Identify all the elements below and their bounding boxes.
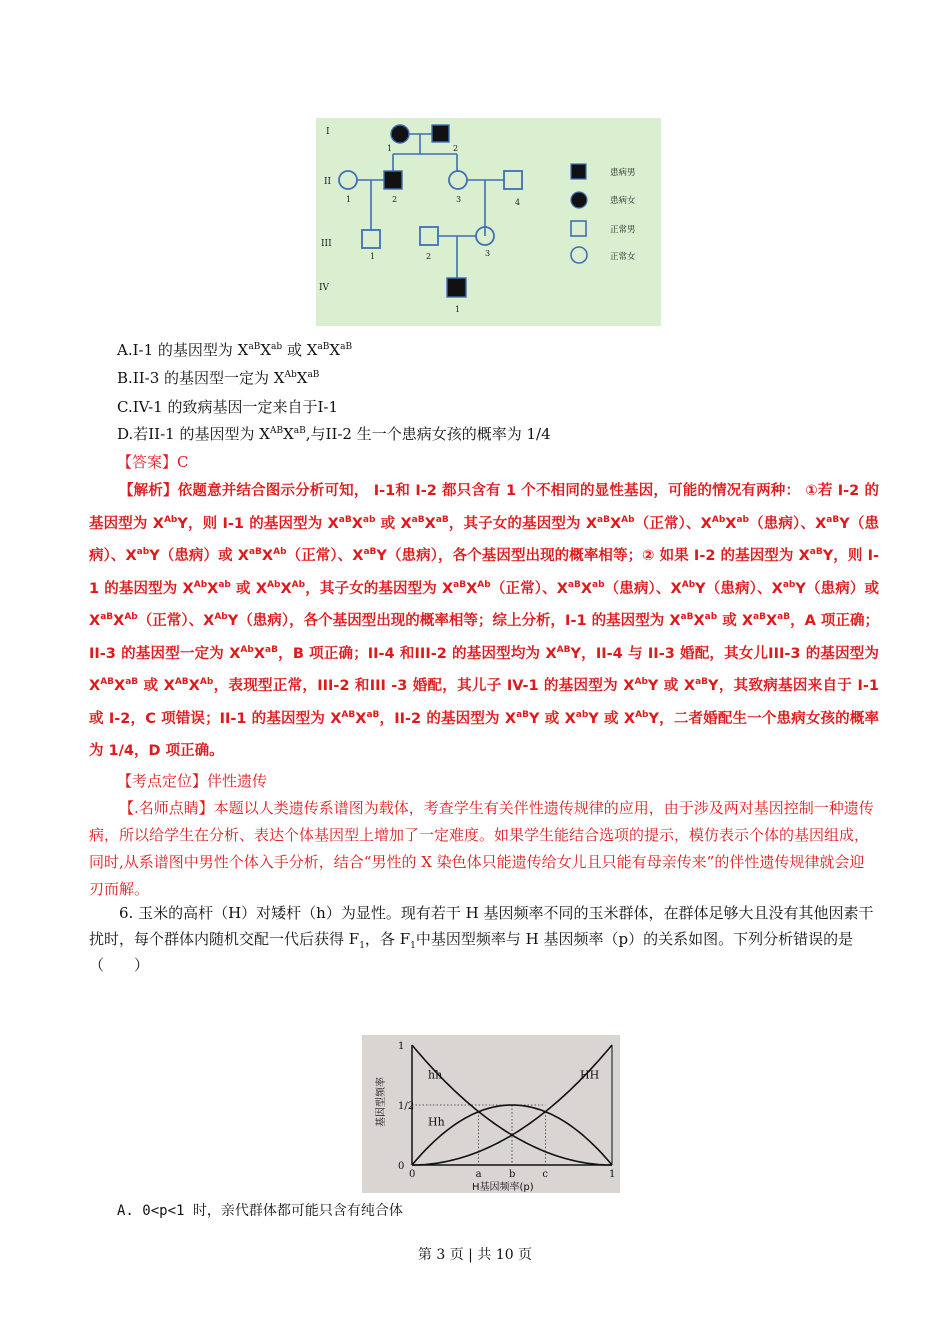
- individual-number: 2: [453, 144, 459, 153]
- series-label-hh: hh: [428, 1068, 443, 1082]
- genotype-frequency-chart: [362, 1035, 620, 1193]
- normal-male-symbol: [420, 227, 438, 245]
- legend-affected-male-label: 患病男: [610, 168, 636, 178]
- question-6-stem: 6. 玉米的高杆（H）对矮杆（h）为显性。现有若干 H 基因频率不同的玉米群体，在群体足够大且没有其他因素干扰时，每个群体内随机交配一代后获得 $F_1$，各 $F_1$中基因型频率与 H 基因频率（p）的关系如图。下列分析错误的是（ ）: [89, 904, 874, 974]
- individual-number: 2: [426, 252, 432, 261]
- series-label-HH: HH: [580, 1068, 600, 1082]
- individual-number: 1: [455, 305, 461, 314]
- individual-number: 2: [392, 195, 398, 204]
- affected-female-symbol: [391, 125, 409, 143]
- legend-normal-female-label: 正常女: [610, 252, 636, 262]
- option-b: B.II-3 的基因型一定为 $X^{Ab}X^{aB}$: [117, 369, 320, 387]
- analysis-block: [89, 475, 879, 768]
- option-c: C.IV-1 的致病基因一定来自于I-1: [117, 398, 339, 416]
- legend-normal-male-label: 正常男: [610, 225, 636, 235]
- x-tick-label: 1: [609, 1169, 616, 1180]
- question-6-option-a: A. 0<p<1 时，亲代群体都可能只含有纯合体: [117, 1203, 403, 1219]
- individual-number: 3: [456, 195, 462, 204]
- pedigree-diagram: [316, 118, 661, 326]
- individual-number: 4: [515, 198, 521, 207]
- series-label-Hh: Hh: [428, 1115, 445, 1129]
- chart-svg: [362, 1035, 620, 1193]
- x-tick-label: a: [475, 1169, 482, 1180]
- individual-number: 1: [387, 144, 393, 153]
- option-a: A.I-1 的基因型为 $X^{aB}X^{ab}$ 或 $X^{aB}X^{aB}$: [117, 341, 353, 359]
- answer-line: 【答案】C: [117, 453, 189, 471]
- affected-male-symbol: [384, 171, 402, 189]
- normal-female-symbol: [339, 171, 357, 189]
- teacher-note-text: 【.名师点睛】本题以人类遗传系谱图为载体，考查学生有关伴性遗传规律的应用，由于涉及两对基因控制一种遗传病，所以给学生在分析、表达个体基因型上增加了一定难度。如果学生能结合选项的提示，模仿表示个体的基因组成，同时,从系谱图中男性个体入手分析，结合“男性的 X 染色体只能遗传给女儿且只能有母亲传来”的伴性遗传规律就会迎刃而解。: [89, 799, 874, 898]
- affected-male-symbol: [432, 125, 449, 142]
- individual-number: 1: [370, 252, 376, 261]
- normal-male-symbol: [362, 230, 380, 248]
- individual-number: 3: [485, 249, 491, 258]
- analysis-intro: 依题意并结合图示分析可知， I-1和 I-2 都只含有 1 个不相同的显性基因，可能的情况有两种：: [177, 483, 801, 499]
- affected-male-symbol: [447, 278, 466, 297]
- x-tick-label: b: [509, 1169, 516, 1180]
- pedigree-figure: [316, 118, 661, 326]
- question-6: [89, 900, 879, 978]
- legend-normal-female-icon: [571, 247, 587, 263]
- kaodian-line: 【考点定位】伴性遗传: [117, 772, 268, 790]
- normal-female-symbol: [449, 171, 467, 189]
- gen-label-IV: IV: [319, 283, 330, 293]
- x-axis-label: H基因频率(p): [472, 1182, 534, 1193]
- legend-normal-male-icon: [571, 221, 586, 236]
- x-tick-label: c: [542, 1169, 549, 1180]
- legend-affected-male-icon: [571, 164, 586, 179]
- normal-male-symbol: [504, 171, 522, 189]
- gen-label-I: I: [326, 127, 330, 137]
- legend-affected-female-icon: [571, 192, 587, 208]
- y-tick-label: 1/2: [398, 1101, 415, 1112]
- option-d: D.若II-1 的基因型为 $X^{AB}X^{aB}$,与II-2 生一个患病女孩的概率为 1/4: [117, 425, 551, 443]
- analysis-body: ①若 I-2 的基因型为 $X^{Ab}Y$，则 I-1 的基因型为 $X^{aB}X^{ab}$ 或 $X^{aB}X^{aB}$，其子女的基因型为 $X^{aB}X^{Ab}$（正常）、$X^{Ab}X^{ab}$（患病）、$X^{aB}Y$（患病）、$X^{ab}Y$（患病）或 $X^{aB}X^{Ab}$（正常）、$X^{aB}Y$（患病），各个基因型出现的概率相等；② 如果 I-2 的基因型为 $X^{aB}Y$，则 I-1 的基因型为 $X^{Ab}X^{ab}$ 或 $X^{Ab}X^{Ab}$，其子女的基因型为 $X^{aB}X^{Ab}$（正常）、$X^{aB}X^{ab}$（患病）、$X^{Ab}Y$（患病）、$X^{ab}Y$（患病）或 $X^{aB}X^{Ab}$（正常）、$X^{Ab}Y$（患病），各个基因型出现的概率相等；综上分析，I-1 的基因型为 $X^{aB}X^{ab}$ 或 $X^{aB}X^{aB}$，A 项正确；II-3 的基因型一定为 $X^{Ab}X^{aB}$，B 项正确；II-4 和III-2 的基因型均为 $X^{AB}Y$，II-4 与 II-3 婚配，其女儿III-3 的基因型为 $X^{AB}X^{aB}$ 或 $X^{AB}X^{Ab}$，表现型正常，III-2 和III -3 婚配，其儿子 IV-1 的基因型为 $X^{Ab}Y$ 或 $X^{aB}Y$，其致病基因来自于 I-1 或 I-2，C 项错误；II-1 的基因型为 $X^{AB}X^{aB}$，II-2 的基因型为 $X^{aB}Y$ 或 $X^{ab}Y$ 或 $X^{Ab}Y$，二者婚配生一个患病女孩的概率为 1/4，D 项正确。: [89, 483, 880, 759]
- analysis-label: 【解析】: [119, 483, 178, 499]
- legend-affected-female-label: 患病女: [610, 196, 636, 206]
- gen-label-II: II: [324, 177, 332, 187]
- y-axis-label: 基因型频率: [376, 1077, 387, 1127]
- gen-label-III: III: [321, 239, 332, 249]
- teacher-note: [89, 795, 879, 903]
- page-footer: 第 3 页 | 共 10 页: [417, 1247, 533, 1263]
- y-tick-label: 1: [398, 1041, 405, 1052]
- x-tick-label: 0: [409, 1169, 416, 1180]
- individual-number: 1: [346, 195, 352, 204]
- y-tick-label: 0: [398, 1161, 405, 1172]
